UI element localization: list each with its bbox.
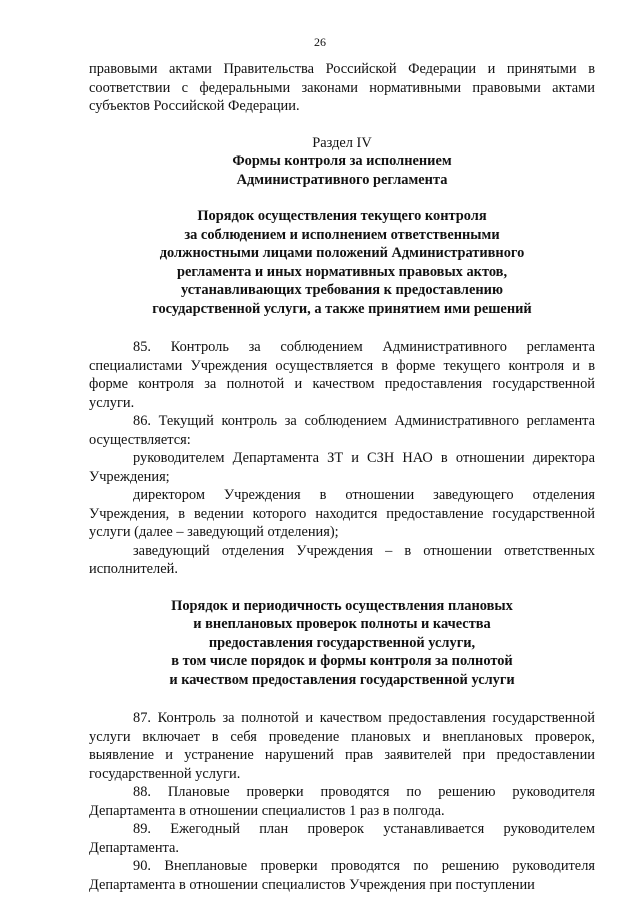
section-title-line: Административного регламента (236, 171, 448, 188)
paragraph-88: 88. Плановые проверки проводятся по решению руководителя Департамента в отношении специалистов 1 раз в полгода. (89, 784, 595, 819)
paragraph-86: 86. Текущий контроль за соблюдением Административного регламента осуществляется: (89, 413, 595, 448)
intro-paragraph (89, 60, 595, 116)
subsection-1-title (89, 207, 595, 318)
intro-line: субъектов Российской Федерации. (89, 98, 300, 114)
paragraph-86-item: заведующий отделения Учреждения – в отношении ответственных исполнителей. (89, 542, 595, 577)
subsection-title-line: должностными лицами положений Административного (159, 245, 525, 261)
subsection-title-line: Порядок и периодичность осуществления плановых (171, 597, 513, 614)
subsection-title-line: в том числе порядок и формы контроля за полнотой (171, 653, 513, 669)
paragraph-89: 89. Ежегодный план проверок устанавливается руководителем Департамента. (89, 821, 595, 856)
page-number: 26 (314, 35, 326, 49)
subsection-title-line: регламента и иных нормативных правовых актов, (176, 263, 508, 280)
subsection-title-line: за соблюдением и исполнением ответственными (184, 226, 500, 243)
section-title (89, 152, 595, 189)
subsection-title-line: Порядок осуществления текущего контроля (197, 208, 487, 224)
intro-line: соответствии с федеральными законами нормативными правовыми актами (89, 79, 595, 96)
subsection-title-line: предоставления государственной услуги, (208, 634, 476, 651)
subsection-title-line: и качеством предоставления государственной услуги (169, 671, 515, 688)
paragraph-90: 90. Внеплановые проверки проводятся по решению руководителя Департамента в отношении специалистов Учреждения при поступлении (89, 858, 595, 893)
section-title-line: Формы контроля за исполнением (232, 153, 452, 169)
subsection-title-line: государственной услуги, а также принятием ими решений (152, 300, 532, 317)
paragraph-85: 85. Контроль за соблюдением Административного регламента специалистами Учреждения осуществляется в форме текущего контроля и в форме контроля за полнотой и качеством предоставления государственной услуги. (89, 339, 595, 411)
document-body (89, 60, 595, 894)
paragraph-87: 87. Контроль за полнотой и качеством предоставления государственной услуги включает в себя проведение плановых и внеплановых проверок, выявление и устранение нарушений прав заявителей при предоставлении государственной услуги. (89, 710, 595, 782)
paragraph-86-item: руководителем Департамента ЗТ и СЗН НАО в отношении директора Учреждения; (89, 450, 595, 485)
section-label: Раздел IV (312, 134, 372, 151)
subsection-2-title (89, 597, 595, 690)
subsection-title-line: и внеплановых проверок полноты и качества (193, 616, 491, 632)
paragraph-86-item: директором Учреждения в отношении заведующего отделения Учреждения, в ведении которого находится предоставление государственной услуги (далее – заведующий отделения); (89, 487, 595, 540)
subsection-title-line: устанавливающих требования к предоставлению (181, 282, 503, 298)
intro-line: правовыми актами Правительства Российской Федерации и принятыми в (89, 61, 595, 77)
